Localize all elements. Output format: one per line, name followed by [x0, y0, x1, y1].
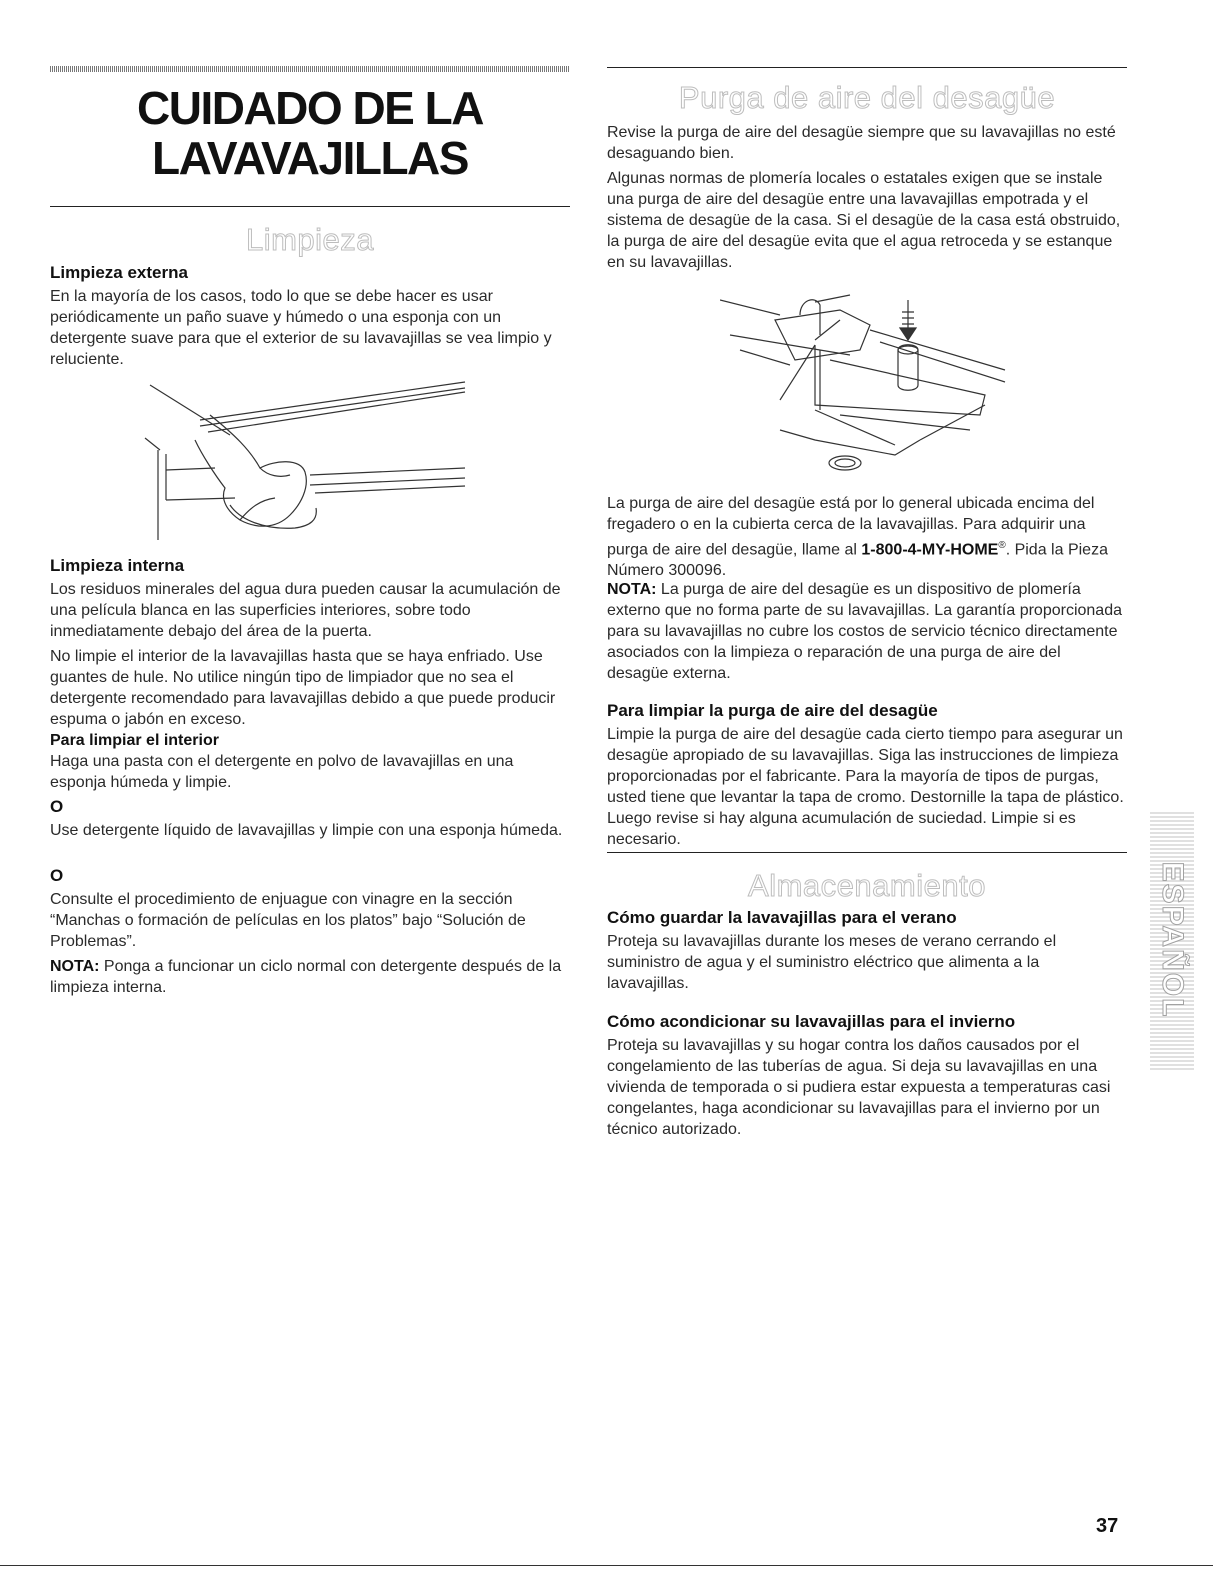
language-side-tab-label: ESPAÑOL — [1156, 861, 1189, 1019]
top-decorative-rule — [50, 66, 570, 72]
note-purga — [607, 579, 1125, 684]
paragraph-interna-2: No limpie el interior de la lavavajillas hasta que se haya enfriado. Use guantes de hule. No utilice ningún tipo de limpiador que no sea el detergente recomendado para lavavajillas debido a que puede producir espuma o jabón en exceso. — [50, 648, 556, 728]
note-label: NOTA: — [607, 581, 657, 598]
heading-limpiar-purga: Para limpiar la purga de aire del desagüe — [607, 701, 938, 720]
note-label: NOTA: — [50, 958, 100, 975]
note-interna — [50, 956, 568, 998]
illus-line — [150, 385, 230, 435]
or-separator-1: O — [50, 797, 64, 816]
page-title-line2: LAVAVAJILLAS — [152, 132, 468, 184]
ubicacion-text: La purga de aire del desagüe está por lo general ubicada encima del fregadero o en la cubierta cerca de la lavavajillas. Para adquirir una purga de aire del desagüe, llame al — [607, 495, 1095, 559]
bottom-rule — [0, 1565, 1213, 1566]
language-side-tab — [1150, 810, 1194, 1070]
exterior-cleaning-illustration — [140, 380, 480, 545]
page-number: 37 — [1096, 1515, 1119, 1537]
pieza-text: . Pida la Pieza Número 300096. — [607, 541, 1108, 580]
paragraph-purga-2: Algunas normas de plomería locales o estatales exigen que se instale una purga de aire del desagüe entre una lavavajillas empotrada y el sistema de desagüe de la casa. Si el desagüe de la casa está obstruido, la purga de aire del desagüe evita que el agua retroceda y se estanque en su lavavajillas. — [607, 170, 1121, 271]
phone-number: 1-800-4-MY-HOME — [861, 541, 999, 559]
section-title-limpieza: Limpieza — [245, 222, 375, 257]
heading-limpiar-interior: Para limpiar el interior — [50, 732, 219, 749]
paragraph-vinagre: Consulte el procedimiento de enjuague con vinagre en la sección “Manchas o formación de películas en los platos” bajo “Solución de Problemas”. — [50, 891, 526, 950]
paragraph-purga-1: Revise la purga de aire del desagüe siempre que su lavavajillas no esté desaguando bien. — [607, 124, 1116, 162]
section-divider — [607, 852, 1127, 853]
paragraph-invierno: Proteja su lavavajillas y su hogar contra los daños causados por el congelamiento de las tuberías de agua. Si deja su lavavajillas en una vivienda de temporada o si pudiera estar expuesta a temperaturas casi congelantes, haga acondicionar su lavavajillas para el invierno por un técnico autorizado. — [607, 1037, 1111, 1138]
paragraph-verano: Proteja su lavavajillas durante los meses de verano cerrando el suministro de agua y el suministro eléctrico que alimenta a la lavavajillas. — [607, 933, 1057, 992]
heading-limpieza-externa: Limpieza externa — [50, 263, 188, 282]
section-title-purga: Purga de aire del desagüe — [678, 80, 1056, 115]
note-text: La purga de aire del desagüe es un dispositivo de plomería externo que no forma parte de su lavavajillas. La garantía proporcionada para su lavavajillas no cubre los costos de servicio técnico directamente asociados con la limpieza o reparación de una purga de aire del desagüe externa. — [607, 581, 1122, 682]
note-text: Ponga a funcionar un ciclo normal con detergente después de la limpieza interna. — [50, 958, 562, 996]
paragraph-limpieza-externa: En la mayoría de los casos, todo lo que se debe hacer es usar periódicamente un paño suave y húmedo o una esponja con un detergente suave para que el exterior de su lavavajillas se vea limpio y reluciente. — [50, 288, 552, 368]
or-separator-2: O — [50, 866, 64, 885]
paragraph-liquido: Use detergente líquido de lavavajillas y limpie con una esponja húmeda. — [50, 822, 563, 839]
section-divider — [607, 67, 1127, 68]
paragraph-limpiar-interior: Haga una pasta con el detergente en polvo de lavavajillas en una esponja húmeda y limpie. — [50, 753, 514, 791]
registered-mark: ® — [998, 540, 1006, 551]
section-divider — [50, 206, 570, 207]
heading-limpieza-interna: Limpieza interna — [50, 556, 185, 575]
section-title-almacenamiento: Almacenamiento — [748, 868, 986, 903]
paragraph-limpiar-purga: Limpie la purga de aire del desagüe cada cierto tiempo para asegurar un desagüe apropiado de su lavavajillas. Siga las instrucciones de limpieza proporcionadas por el fabricante. Para la mayoría de tipos de purgas, usted tiene que levantar la tapa de cromo. Destornille la tapa de plástico. Luego revise si hay alguna acumulación de suciedad. Limpie si es necesario. — [607, 726, 1124, 848]
paragraph-ubicacion — [607, 493, 1125, 581]
paragraph-interna-1: Los residuos minerales del agua dura pueden causar la acumulación de una película blanca en las superficies interiores, sobre todo inmediatamente debajo del área de la puerta. — [50, 581, 561, 640]
heading-invierno: Cómo acondicionar su lavavajillas para el invierno — [607, 1012, 1016, 1031]
page-title — [50, 83, 570, 183]
page-title-line1: CUIDADO DE LA — [137, 82, 483, 134]
air-gap-sink-illustration — [720, 280, 1020, 475]
heading-verano: Cómo guardar la lavavajillas para el verano — [607, 908, 957, 927]
